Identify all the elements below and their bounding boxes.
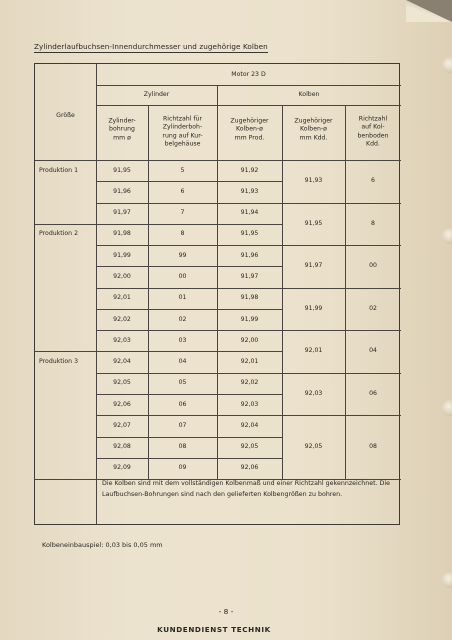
- kolben-prod-cell: 91,95: [240, 230, 259, 238]
- row-rule: [96, 373, 282, 374]
- header-rule: [35, 160, 401, 161]
- kolben-prod-cell: 91,96: [240, 251, 259, 259]
- kolben-prod-cell: 91,98: [240, 294, 259, 302]
- kolben-prod-cell: 91,97: [240, 272, 259, 280]
- richtzahl-kdd-cell: 8: [371, 219, 375, 227]
- kolben-kdd-cell: 92,05: [304, 442, 323, 450]
- group-label: Produktion 2: [39, 230, 79, 238]
- column-rule: [217, 85, 218, 479]
- kolben-prod-cell: 91,94: [240, 209, 259, 217]
- richtzahl-cell: 7: [180, 209, 185, 217]
- kdd-group-rule: [282, 330, 401, 331]
- kolben-prod-header: [230, 118, 268, 143]
- kolben-prod-cell: 91,92: [240, 166, 259, 174]
- row-rule: [96, 309, 282, 310]
- bohrung-cell: 92,01: [113, 294, 131, 302]
- punch-hole: [442, 57, 452, 73]
- richtzahl-cell: 07: [178, 421, 187, 429]
- row-rule: [96, 288, 282, 289]
- bohrung-cell: 92,07: [113, 421, 131, 429]
- row-rule: [96, 330, 282, 331]
- row-rule: [96, 203, 282, 204]
- bohrung-cell: 91,97: [113, 209, 131, 217]
- richtzahl-cell: 6: [180, 187, 185, 195]
- bohrung-header: [108, 118, 135, 143]
- punch-hole: [442, 572, 452, 588]
- richtzahl-cell: 01: [178, 294, 187, 302]
- richtzahl-kolben-header-line: benboden: [357, 132, 389, 139]
- header-rule: [96, 85, 401, 86]
- column-rule: [148, 105, 149, 479]
- richtzahl-cell: 05: [178, 379, 187, 387]
- richtzahl-kolben-header-line: Kdd.: [366, 140, 380, 148]
- richtzahl-kdd-cell: 04: [369, 347, 377, 355]
- kolben-prod-cell: 92,03: [240, 400, 259, 408]
- richtzahl-kdd-cell: 06: [369, 389, 377, 397]
- kolben-prod-cell: 91,99: [240, 315, 259, 323]
- bohrung-cell: 91,96: [113, 187, 131, 195]
- kolben-prod-cell: 92,05: [240, 442, 259, 450]
- richtzahl-kolben-header: [357, 115, 388, 148]
- richtzahl-kdd-cell: 6: [371, 177, 375, 185]
- kolben-kdd-header: [294, 118, 332, 143]
- bohrung-cell: 92,04: [113, 357, 131, 365]
- groesse-header: Größe: [56, 111, 75, 119]
- table-note: Die Kolben sind mit dem vollständigen Kolbenmaß und einer Richtzahl gekennzeichnet. Die Laufbuchsen-Bohrungen sind nach den gelieferten Kolbengrößen zu bohren.: [102, 480, 391, 498]
- piston-table: [34, 63, 400, 525]
- richtzahl-cell: 06: [178, 400, 187, 408]
- kolben-prod-cell: 92,01: [240, 357, 259, 365]
- bohrung-cell: 92,08: [113, 442, 131, 450]
- kdd-group-rule: [282, 288, 401, 289]
- kolben-prod-cell: 92,06: [240, 464, 259, 472]
- kdd-group-rule: [282, 415, 401, 416]
- richtzahl-zyl-header: [162, 115, 202, 148]
- bohrung-cell: 92,00: [113, 272, 131, 280]
- richtzahl-kdd-cell: 08: [369, 442, 377, 450]
- row-rule: [35, 224, 282, 225]
- kolben-prod-header-line: mm Prod.: [234, 134, 265, 142]
- folded-corner-shadow: [406, 0, 452, 22]
- kdd-group-rule: [282, 203, 401, 204]
- kolben-kdd-cell: 92,01: [304, 347, 323, 355]
- richtzahl-cell: 00: [178, 272, 187, 280]
- kolben-prod-header-line: Kolben-ø: [236, 125, 263, 133]
- richtzahl-cell: 02: [178, 315, 187, 323]
- bohrung-cell: 92,09: [113, 464, 131, 472]
- richtzahl-zyl-header-line: belgehäuse: [164, 140, 201, 148]
- row-rule: [35, 351, 282, 352]
- bohrung-header-line: bohrung: [109, 125, 135, 133]
- richtzahl-kolben-header-line: auf Kol-: [361, 123, 385, 131]
- kolben-prod-header-line: Zugehöriger: [230, 117, 269, 125]
- row-rule: [96, 181, 282, 182]
- row-rule: [96, 266, 282, 267]
- kdd-group-rule: [282, 373, 401, 374]
- punch-hole: [442, 228, 452, 244]
- richtzahl-kolben-header-line: Richtzahl: [358, 115, 388, 123]
- bohrung-cell: 92,03: [113, 336, 131, 344]
- richtzahl-zyl-header-line: rung auf Kur-: [162, 132, 203, 139]
- row-rule: [96, 394, 282, 395]
- richtzahl-cell: 09: [178, 464, 187, 472]
- row-rule: [96, 415, 282, 416]
- header-rule: [96, 105, 401, 106]
- richtzahl-kdd-cell: 00: [369, 262, 377, 270]
- kdd-group-rule: [282, 245, 401, 246]
- richtzahl-kdd-cell: 02: [369, 304, 377, 312]
- motor-header: Motor 23 D: [231, 70, 266, 78]
- bohrung-header-line: Zylinder-: [108, 117, 136, 125]
- bohrung-cell: 92,06: [113, 400, 131, 408]
- kolben-kdd-cell: 91,97: [304, 262, 323, 270]
- richtzahl-zyl-header-line: Richtzahl für: [162, 115, 203, 123]
- kolben-kdd-header-line: Kolben-ø: [300, 125, 327, 133]
- kolbeneinbauspiel: Kolbeneinbauspiel: 0,03 bis 0,05 mm: [42, 541, 163, 549]
- kolben-kdd-header-line: Zugehöriger: [294, 117, 333, 125]
- column-rule: [345, 105, 346, 479]
- richtzahl-cell: 03: [178, 336, 187, 344]
- bohrung-cell: 91,98: [113, 230, 131, 238]
- kolben-prod-cell: 92,04: [240, 421, 259, 429]
- richtzahl-zyl-header-line: Zylinderboh-: [162, 123, 203, 131]
- kolben-header: Kolben: [298, 90, 320, 98]
- page-title: Zylinderlaufbuchsen-Innendurchmesser und zugehörige Kolben: [34, 42, 268, 51]
- bohrung-cell: 92,02: [113, 315, 131, 323]
- richtzahl-cell: 08: [178, 442, 187, 450]
- kolben-prod-cell: 92,00: [240, 336, 259, 344]
- kolben-kdd-cell: 92,03: [304, 389, 323, 397]
- group-label: Produktion 1: [39, 166, 79, 174]
- kolben-prod-cell: 92,02: [240, 379, 259, 387]
- page-number: - 8 -: [218, 607, 234, 616]
- punch-hole: [442, 400, 452, 416]
- kolben-kdd-cell: 91,93: [304, 177, 323, 185]
- column-rule: [282, 105, 283, 479]
- row-rule: [96, 245, 282, 246]
- bohrung-cell: 91,95: [113, 166, 131, 174]
- footer-label: KUNDENDIENST TECHNIK: [157, 625, 271, 634]
- kolben-prod-cell: 91,93: [240, 187, 259, 195]
- group-label: Produktion 3: [39, 357, 79, 365]
- row-rule: [96, 458, 282, 459]
- richtzahl-cell: 5: [180, 166, 185, 174]
- note-divider: [96, 479, 97, 524]
- bohrung-cell: 91,99: [113, 251, 131, 259]
- row-rule: [96, 437, 282, 438]
- bohrung-cell: 92,05: [113, 379, 131, 387]
- kolben-kdd-header-line: mm Kdd.: [299, 134, 328, 142]
- richtzahl-cell: 8: [180, 230, 185, 238]
- bohrung-header-line: mm ø: [113, 134, 131, 142]
- kolben-kdd-cell: 91,95: [304, 219, 323, 227]
- richtzahl-cell: 99: [178, 251, 187, 259]
- kolben-kdd-cell: 91,99: [304, 304, 323, 312]
- zylinder-header: Zylinder: [143, 90, 170, 98]
- column-rule: [96, 64, 97, 479]
- richtzahl-cell: 04: [178, 357, 187, 365]
